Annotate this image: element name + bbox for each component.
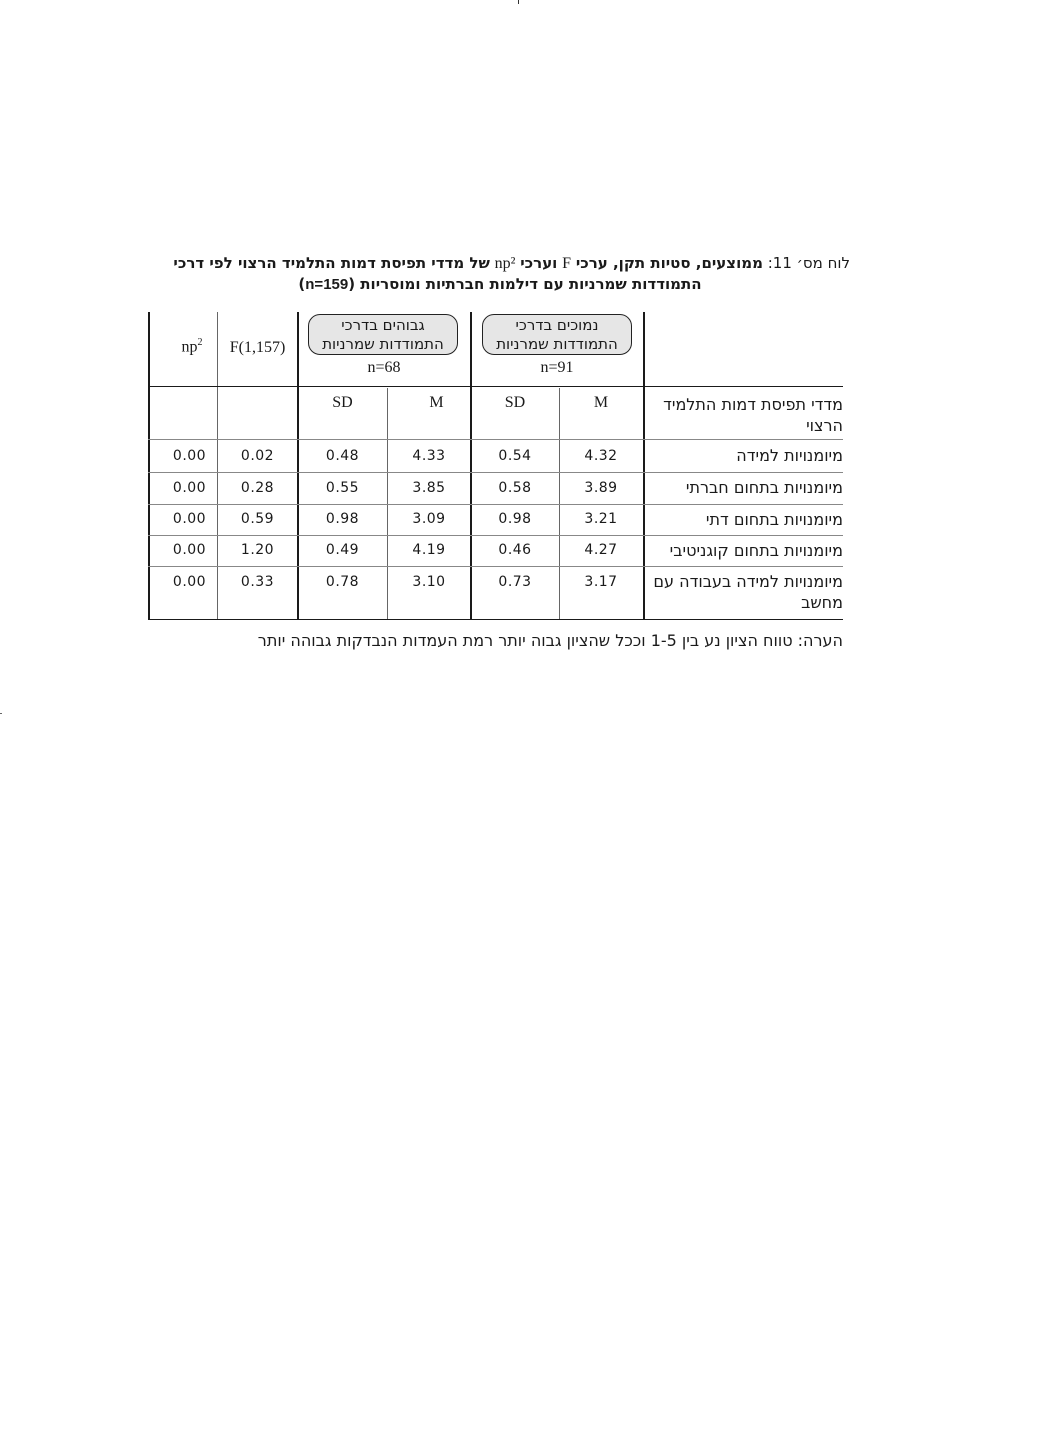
- header-rule: [148, 386, 843, 387]
- row-label: מיומנויות בתחום חברתי: [685, 478, 843, 497]
- cell-low-m: 3.17: [584, 574, 618, 590]
- cell-high-sd: 0.55: [325, 480, 360, 496]
- cell-low-sd: 0.46: [498, 542, 532, 558]
- cell-high-m: 3.10: [412, 574, 446, 590]
- table-col-divider: [643, 312, 645, 620]
- cell-np: 0.00: [172, 574, 207, 590]
- cell-low-m: 3.21: [584, 511, 618, 527]
- caption-close: ): [298, 275, 306, 293]
- group-low-header: נמוכים בדרכי התמודדות שמרניות: [482, 314, 632, 355]
- cell-low-m: 4.27: [584, 542, 618, 558]
- table-caption: [150, 254, 850, 273]
- caption-line2-text: התמודדות שמרניות עם דילמות חברתיות ומוסריות (: [348, 275, 702, 293]
- table-note: הערה: טווח הציון נע בין 1-5 וככל שהציון גבוה יותר רמת העמדות הנבדקות גבוהה יותר: [257, 631, 843, 650]
- cell-low-sd: 0.54: [498, 448, 532, 464]
- row-label: מיומנויות למידה בעבודה עם מחשב: [653, 572, 843, 612]
- caption-np-symbol: np²: [494, 255, 516, 272]
- row-rule: [148, 566, 843, 567]
- cell-np: 0.00: [172, 542, 207, 558]
- caption-f-symbol: F: [562, 255, 572, 272]
- caption-prefix: לוח מס׳ 11:: [767, 254, 850, 272]
- cell-high-sd: 0.98: [325, 511, 360, 527]
- cell-high-m: 3.09: [412, 511, 446, 527]
- cell-np: 0.00: [172, 480, 207, 496]
- cell-f: 0.33: [240, 574, 275, 590]
- low-m-header: M: [593, 394, 609, 411]
- f-header: F(1,157): [229, 339, 286, 356]
- cell-low-sd: 0.73: [498, 574, 532, 590]
- row-rule: [148, 504, 843, 505]
- cell-f: 0.28: [240, 480, 275, 496]
- results-table: [148, 312, 843, 620]
- table-border-left: [148, 312, 150, 620]
- page-edge-tick: [0, 713, 2, 714]
- group-low-n: n=91: [540, 359, 574, 376]
- row-label: מיומנויות למידה: [736, 446, 843, 465]
- row-rule: [148, 535, 843, 536]
- cell-np: 0.00: [172, 448, 207, 464]
- table-bottom-rule: [148, 619, 843, 620]
- cell-high-sd: 0.48: [325, 448, 360, 464]
- high-m-header: M: [429, 394, 444, 411]
- cell-low-sd: 0.58: [498, 480, 532, 496]
- cell-f: 0.02: [240, 448, 275, 464]
- row-rule: [148, 472, 843, 473]
- cell-np: 0.00: [172, 511, 207, 527]
- page-edge-tick: [518, 0, 519, 4]
- caption-bold-3: של מדדי תפיסת דמות התלמיד הרצוי לפי דרכי: [173, 254, 490, 272]
- group-high-header: גבוהים בדרכי התמודדות שמרניות: [308, 314, 458, 355]
- row-rule: [148, 439, 843, 440]
- cell-low-m: 3.89: [584, 480, 618, 496]
- caption-bold-1: ממוצעים, סטיות תקן, ערכי: [575, 254, 763, 272]
- caption-sample-size: n=159: [305, 276, 349, 293]
- measure-header: מדדי תפיסת דמות התלמיד הרצוי: [663, 395, 843, 435]
- cell-high-m: 4.19: [412, 542, 446, 558]
- np-header: $np^2$: [181, 337, 203, 356]
- low-sd-header: SD: [504, 394, 526, 411]
- caption-bold-2: וערכי: [520, 254, 558, 272]
- table-caption-line2: [150, 275, 850, 294]
- row-label: מיומנויות בתחום דתי: [705, 510, 843, 529]
- cell-low-m: 4.32: [584, 448, 618, 464]
- row-label: מיומנויות בתחום קוגניטיבי: [669, 541, 843, 560]
- cell-f: 1.20: [240, 542, 275, 558]
- cell-high-m: 3.85: [412, 480, 446, 496]
- cell-f: 0.59: [240, 511, 275, 527]
- cell-high-sd: 0.78: [325, 574, 360, 590]
- cell-low-sd: 0.98: [498, 511, 532, 527]
- cell-high-m: 4.33: [412, 448, 446, 464]
- cell-high-sd: 0.49: [325, 542, 360, 558]
- high-sd-header: SD: [332, 394, 353, 411]
- group-high-n: n=68: [367, 359, 401, 376]
